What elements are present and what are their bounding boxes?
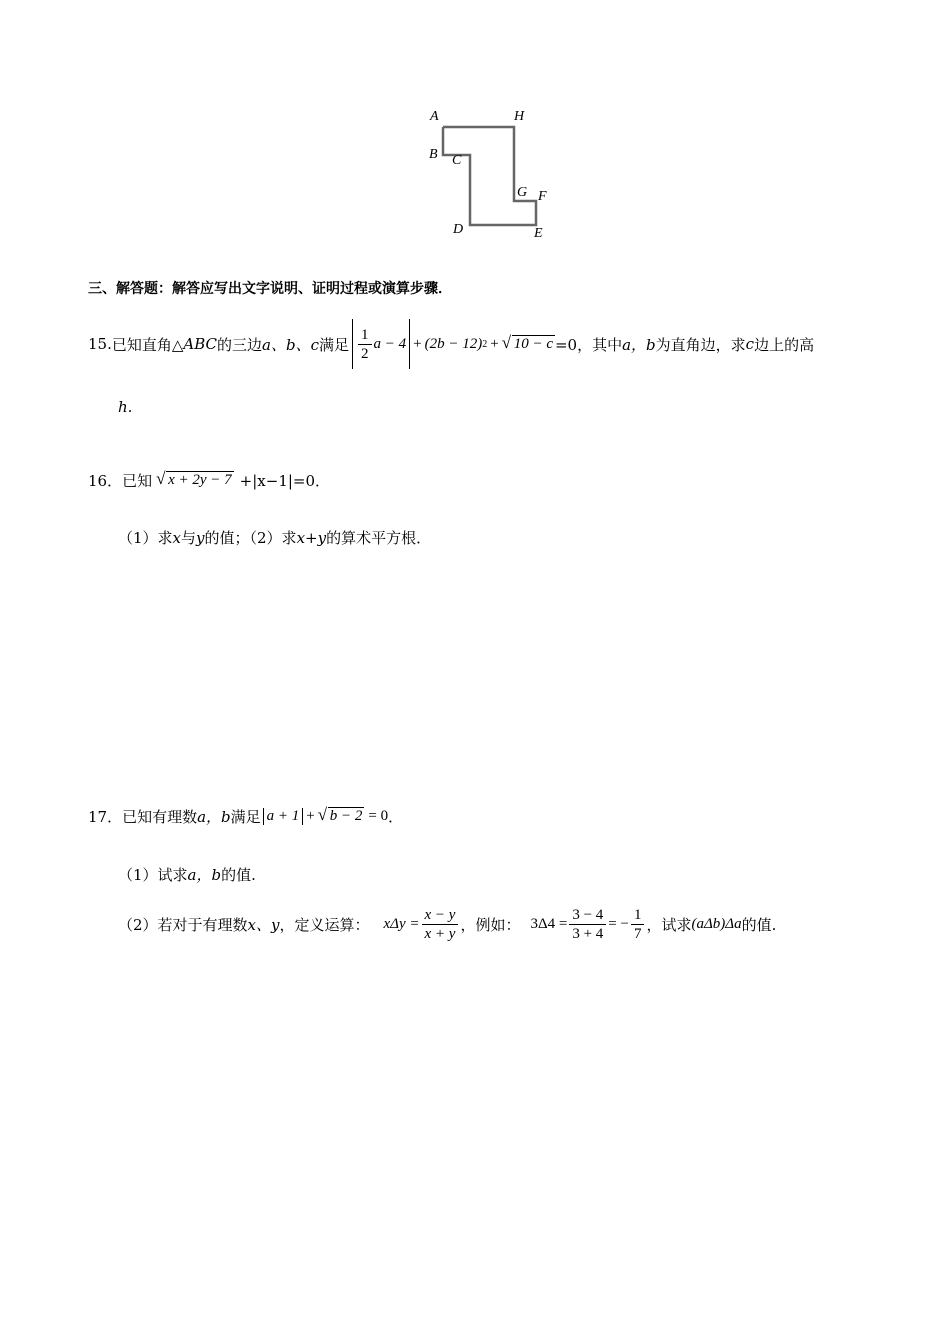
q16-y: y: [196, 529, 205, 547]
q17-part1: [118, 864, 256, 885]
label-e: E: [534, 226, 543, 241]
label-c: C: [452, 153, 462, 168]
q15-exponent: 2: [482, 338, 488, 350]
q17-example-expression: [530, 906, 646, 943]
q17-op-fraction: [422, 906, 459, 943]
q16-part2-end: 的算术平方根．: [326, 529, 432, 547]
q16-number: 16．: [88, 472, 123, 490]
question-17: [88, 806, 403, 827]
q15-number: 15.: [88, 335, 112, 353]
q15-sides: a、b、c: [262, 335, 319, 354]
q15-text-after: =0，其中: [554, 335, 623, 354]
q17-ex-eq: = −: [608, 915, 629, 932]
q17-example: ，例如：: [460, 915, 521, 934]
q15-fraction: [358, 326, 372, 363]
q16-sqrt: [156, 472, 234, 489]
q17-ab: a，b: [197, 808, 231, 826]
q17-expression: a + 1 + √ b − 2 = 0: [263, 808, 388, 825]
q17-part1-text: （1）试求: [118, 866, 188, 884]
q15-text-satisfy: 满足: [319, 335, 350, 354]
q16-x: x: [172, 529, 182, 547]
q17-text-satisfy: 满足: [230, 808, 261, 826]
q17-part2: [118, 900, 776, 948]
section-heading: 三、解答题：解答应写出文字说明、证明过程或演算步骤．: [88, 281, 452, 297]
q15-text-mid: 的三边: [217, 335, 263, 354]
geometry-figure: [420, 105, 560, 245]
q17-op-lhs: xΔy =: [383, 915, 420, 932]
figure-outline: [443, 127, 536, 225]
q15-square-term: (2b − 12): [424, 335, 483, 352]
q17-ex-result: [631, 906, 645, 943]
q15-abs-rest: a − 4: [373, 335, 407, 352]
q15-frac-num: 1: [358, 326, 372, 345]
q17-number: 17．: [88, 808, 123, 826]
q17-part2-text: （2）若对于有理数: [118, 915, 248, 934]
label-b: B: [429, 147, 438, 162]
q17-ex-rden: 7: [633, 925, 642, 942]
q15-sqrt: [502, 336, 555, 353]
q15-abs-term: [352, 319, 410, 369]
q17-ex-fraction: [569, 906, 606, 943]
q15-sqrt-term: 10 − c: [513, 335, 553, 352]
q15-text-before: 已知直角△: [111, 335, 184, 354]
q17-op-den: x + y: [424, 925, 456, 942]
q15-text-end: 为直角边，求: [655, 335, 746, 354]
q17-op-num: x − y: [422, 906, 459, 925]
q16-and: 与: [181, 529, 197, 547]
label-h: H: [514, 109, 525, 124]
q17-part2-vars: x、y: [247, 915, 280, 934]
q17-ex-lhs: 3Δ4 =: [530, 915, 568, 932]
q17-sqrt: [318, 808, 365, 825]
q15-h: h.: [118, 398, 133, 416]
q17-period: ．: [388, 808, 404, 826]
label-f: F: [538, 189, 547, 204]
q17-operation-definition: [384, 906, 461, 943]
q17-eq-zero: = 0: [368, 808, 389, 824]
q15-text-tail: 边上的高: [754, 335, 815, 354]
q17-ask-expr: (aΔb)Δa: [691, 915, 742, 932]
q17-part1-end: 的值.: [221, 866, 256, 884]
q15-expression: $\frac{1}{2}$ a − 4 + (2b − 12) 2 + √ 10 − c: [352, 319, 555, 369]
q15-triangle: ABC: [183, 335, 218, 353]
q16-xy: x+y: [296, 529, 327, 547]
label-d: D: [453, 222, 464, 237]
q17-part1-vars: a，b: [187, 866, 222, 884]
q15-legs: a，b: [622, 335, 656, 354]
q17-ex-num: 3 − 4: [569, 906, 606, 925]
q17-ex-rnum: 1: [631, 906, 645, 925]
q17-sqrt-term: b − 2: [329, 808, 363, 824]
q17-ex-den: 3 + 4: [572, 925, 604, 942]
q16-sqrt-term: x + 2y − 7: [168, 472, 232, 488]
q15-frac-den: 2: [361, 345, 369, 362]
question-16: [88, 470, 330, 491]
q17-text-before: 已知有理数: [122, 808, 198, 826]
q17-abs-term: a + 1: [263, 808, 304, 825]
q16-parts: [118, 527, 431, 548]
label-g: G: [517, 185, 528, 200]
q16-text-after: +|x−1|=0．: [239, 472, 331, 490]
figure-svg: [420, 105, 560, 245]
label-a: A: [430, 109, 439, 124]
q16-part1-end: 的值；（2）求: [204, 529, 297, 547]
q16-part1: （1）求: [118, 529, 173, 547]
q17-part2-def: ，定义运算：: [279, 915, 370, 934]
q16-text-before: 已知: [122, 472, 153, 490]
q15-c: c: [745, 335, 755, 353]
q17-ask: ，试求: [646, 915, 692, 934]
q17-ask-end: 的值.: [741, 915, 777, 934]
question-15: [88, 316, 814, 372]
